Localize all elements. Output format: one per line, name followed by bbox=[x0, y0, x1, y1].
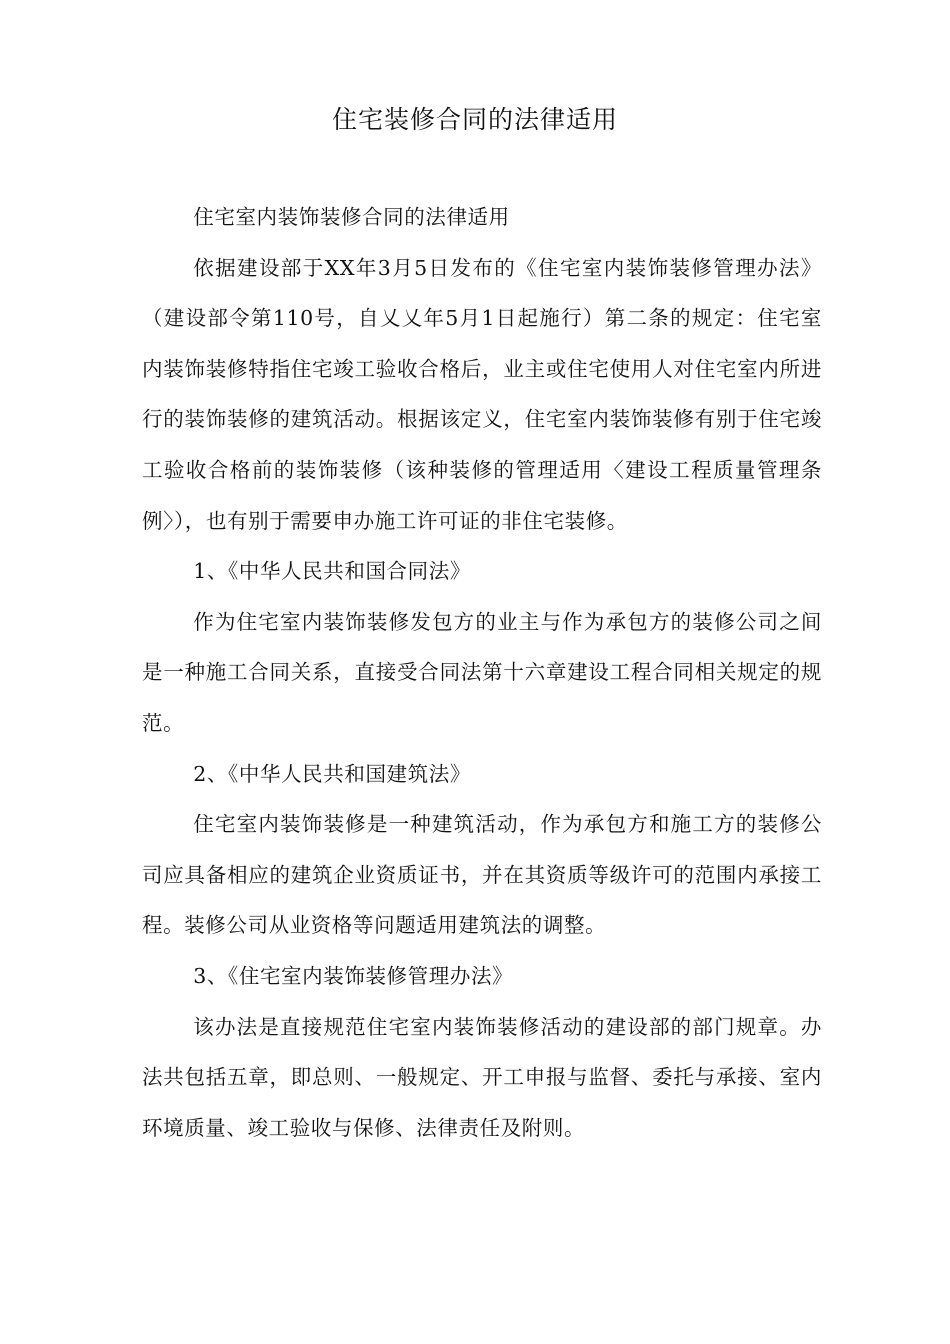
paragraph-contract-law: 作为住宅室内装饰装修发包方的业主与作为承包方的装修公司之间是一种施工合同关系，直接受合同法第十六章建设工程合同相关规定的规范。 bbox=[142, 609, 822, 735]
section-heading-contract-law: 1、《中华人民共和国合同法》 bbox=[193, 559, 471, 584]
paragraph-management-measures: 该办法是直接规范住宅室内装饰装修活动的建设部的部门规章。办法共包括五章，即总则、一般规定、开工申报与监督、委托与承接、室内环境质量、竣工验收与保修、法律责任及附则。 bbox=[142, 1014, 822, 1140]
document-body bbox=[142, 192, 822, 1153]
paragraph-definition: 依据建设部于XX年3月5日发布的《住宅室内装饰装修管理办法》（建设部令第110号，自乂乂年5月1日起施行）第二条的规定：住宅室内装饰装修特指住宅竣工验收合格后，业主或住宅使用人对住宅室内所进行的装饰装修的建筑活动。根据该定义，住宅室内装饰装修有别于住宅竣工验收合格前的装饰装修（该种装修的管理适用〈建设工程质量管理条例〉），也有别于需要申办施工许可证的非住宅装修。 bbox=[142, 255, 822, 533]
section-heading-construction-law: 2、《中华人民共和国建筑法》 bbox=[193, 761, 471, 786]
paragraph-construction-law: 住宅室内装饰装修是一种建筑活动，作为承包方和施工方的装修公司应具备相应的建筑企业资质证书，并在其资质等级许可的范围内承接工程。装修公司从业资格等问题适用建筑法的调整。 bbox=[142, 812, 822, 938]
document-title: 住宅装修合同的法律适用 bbox=[331, 105, 618, 134]
paragraph-subtitle: 住宅室内装饰装修合同的法律适用 bbox=[193, 205, 510, 229]
section-heading-management-measures: 3、《住宅室内装饰装修管理办法》 bbox=[193, 963, 514, 988]
